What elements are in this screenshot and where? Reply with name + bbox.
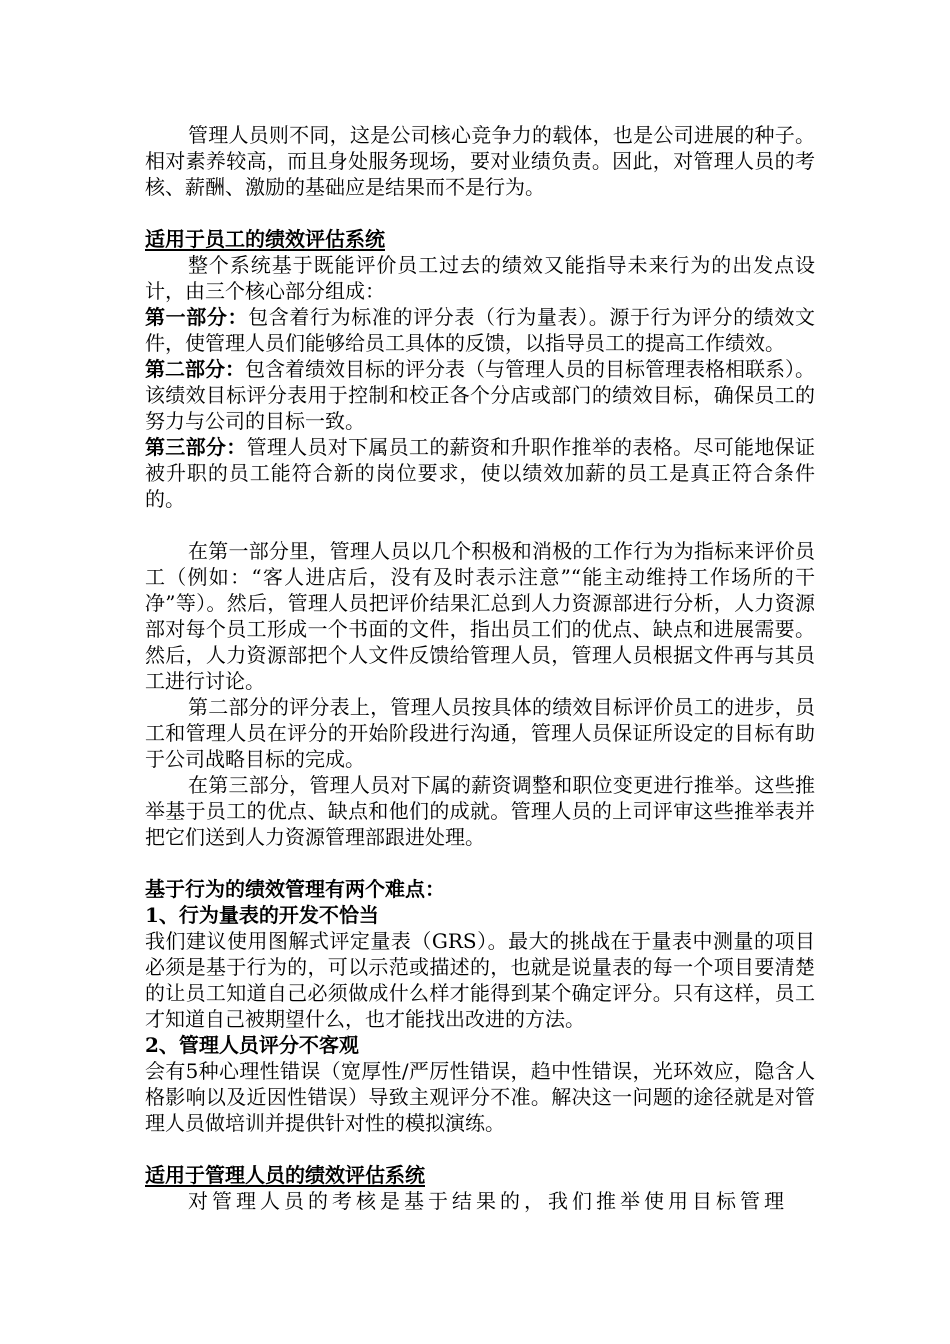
manager-lead-paragraph: 对管理人员的考核是基于结果的，我们推举使用目标管理 xyxy=(188,1189,788,1213)
difficulty-one-title: 1、行为量表的开发不恰当 xyxy=(145,903,379,927)
difficulties-heading: 基于行为的绩效管理有两个难点： xyxy=(145,877,445,901)
spacer xyxy=(145,850,815,876)
difficulty-two-text: 会有5种心理性错误（宽厚性/严厉性错误，趋中性错误，光环效应，隐含人格影响以及近因性错误）导致主观评分不准。解决这一问题的途径就是对管理人员做培训并提供针对性的模拟演练。 xyxy=(145,1059,815,1135)
spacer xyxy=(145,512,815,538)
spacer xyxy=(145,1136,815,1162)
difficulty-two-title: 2、管理人员评分不客观 xyxy=(145,1033,359,1057)
document-page xyxy=(145,122,815,1214)
part-two-text: 包含着绩效目标的评分表（与管理人员的目标管理表格相联系）。该绩效目标评分表用于控制和校正各个分店或部门的绩效目标，确保员工的努力与公司的目标一致。 xyxy=(145,357,815,433)
part-three-text: 管理人员对下属员工的薪资和升职作推举的表格。尽可能地保证被升职的员工能符合新的岗位要求，使以绩效加薪的员工是真正符合条件的。 xyxy=(145,435,815,511)
part-one-paragraph xyxy=(145,304,815,356)
section-heading-employee-appraisal: 适用于员工的绩效评估系统 xyxy=(145,227,385,251)
spacer xyxy=(145,200,815,226)
intro-paragraph: 管理人员则不同，这是公司核心竞争力的载体，也是公司进展的种子。相对素养较高，而且身处服务现场，要对业绩负责。因此，对管理人员的考核、薪酬、激励的基础应是结果而不是行为。 xyxy=(145,123,815,199)
part-one-text: 包含着行为标准的评分表（行为量表）。源于行为评分的绩效文件，使管理人员们能够给员工具体的反馈，以指导员工的提高工作绩效。 xyxy=(145,305,815,355)
section-lead-paragraph: 整个系统基于既能评价员工过去的绩效又能指导未来行为的出发点设计，由三个核心部分组成： xyxy=(145,253,815,303)
body-paragraph-part-one: 在第一部分里，管理人员以几个积极和消极的工作行为为指标来评价员工（例如：“客人进店后，没有及时表示注意”“能主动维持工作场所的干净”等）。然后，管理人员把评价结果汇总到人力资源部进行分析，人力资源部对每个员工形成一个书面的文件，指出员工们的优点、缺点和进展需要。然后，人力资源部把个人文件反馈给管理人员，管理人员根据文件再与其员工进行讨论。 xyxy=(145,539,815,693)
part-one-label: 第一部分： xyxy=(145,305,249,329)
part-two-label: 第二部分： xyxy=(145,357,245,381)
body-paragraph-part-two: 第二部分的评分表上，管理人员按具体的绩效目标评价员工的进步，员工和管理人员在评分的开始阶段进行沟通，管理人员保证所设定的目标有助于公司战略目标的完成。 xyxy=(145,695,815,771)
part-two-paragraph xyxy=(145,356,815,434)
section-heading-manager-appraisal: 适用于管理人员的绩效评估系统 xyxy=(145,1163,425,1187)
difficulty-one-text: 我们建议使用图解式评定量表（GRS）。最大的挑战在于量表中测量的项目必须是基于行为的，可以示范或描述的，也就是说量表的每一个项目要清楚的让员工知道自己必须做成什么样才能得到某个确定评分。只有这样，员工才知道自己被期望什么，也才能找出改进的方法。 xyxy=(145,929,815,1031)
part-three-label: 第三部分： xyxy=(145,435,247,459)
body-paragraph-part-three: 在第三部分，管理人员对下属的薪资调整和职位变更进行推举。这些推举基于员工的优点、缺点和他们的成就。管理人员的上司评审这些推举表并把它们送到人力资源管理部跟进处理。 xyxy=(145,773,815,849)
part-three-paragraph xyxy=(145,434,815,512)
